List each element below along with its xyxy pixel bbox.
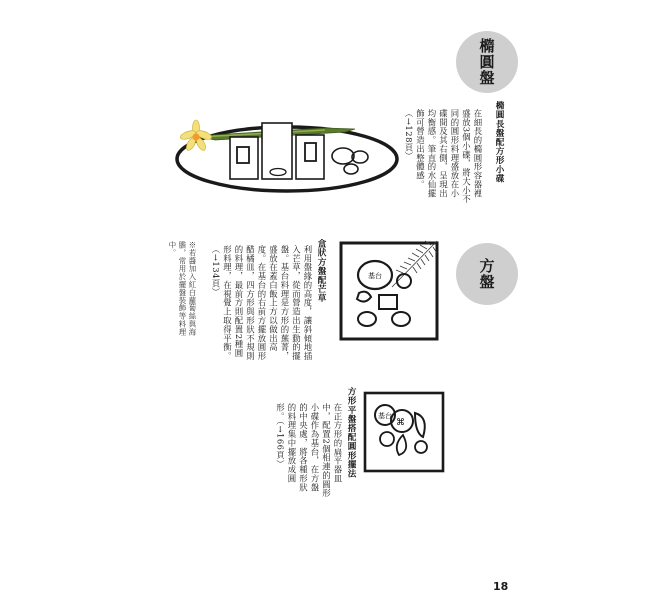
badge-label-oval: 橢圓盤 xyxy=(477,38,496,86)
oval-plate-illustration xyxy=(175,115,405,195)
page-number: 18 xyxy=(493,580,509,593)
square-round-illustration xyxy=(363,391,445,473)
round-food-3 xyxy=(344,164,358,174)
book-page xyxy=(75,5,540,605)
section-badge-square xyxy=(456,243,518,305)
heading-square-round: 方形平盤搭配圓形擺法 xyxy=(346,387,356,478)
badge-label-square: 方盤 xyxy=(477,258,496,290)
base-label: 基台 xyxy=(368,272,382,280)
section-badge-oval xyxy=(456,31,518,93)
small-dish-2 xyxy=(262,123,292,179)
small-dish-3 xyxy=(296,135,324,179)
base-label-2: 基台 xyxy=(378,412,392,420)
body-square: 利用盤緣的高度，讓斜傾地插入芒草，從而營造出生動的擺盤。基台料理是方形的蕪菁，盛放在蓋白飯上方以做出高度。在基台的右前方擺放圓形醋橘皿，四方形與形狀不規則的料理，最前方則配置2種圓形料理，在視覺上取得平衡。（→134頁） xyxy=(211,245,313,361)
square-plate-illustration xyxy=(337,237,442,342)
body-oval: 在細長的橢圓形容器裡盛放3個小碟，將大小不同的圓形料理盛放在小碟間及其右側，呈現出均衡感。筆直的水仙擺飾可營造出整體感。（→128頁） xyxy=(404,109,483,204)
footnote-square: ※若醬加入紅白蘿蔔絲與海膽，常用於擺盤裝飾等料理中。 xyxy=(168,241,197,336)
heading-oval: 橢圓長盤配方形小碟 xyxy=(494,101,504,183)
square-box-plate xyxy=(341,243,437,339)
round-food-1 xyxy=(332,148,354,164)
small-dish-1 xyxy=(230,137,258,179)
body-square-round: 在正方形的扁平器皿中，配置2個相連的圓形小碟作為基台，在方盤的中央處，將各種形狀的料理集中擺放成圓形。（→166頁） xyxy=(275,403,343,498)
pampas-grass-icon xyxy=(392,241,437,287)
heading-square: 盒狀方盤配芒草 xyxy=(316,239,326,303)
svg-text:⌘: ⌘ xyxy=(396,418,405,428)
